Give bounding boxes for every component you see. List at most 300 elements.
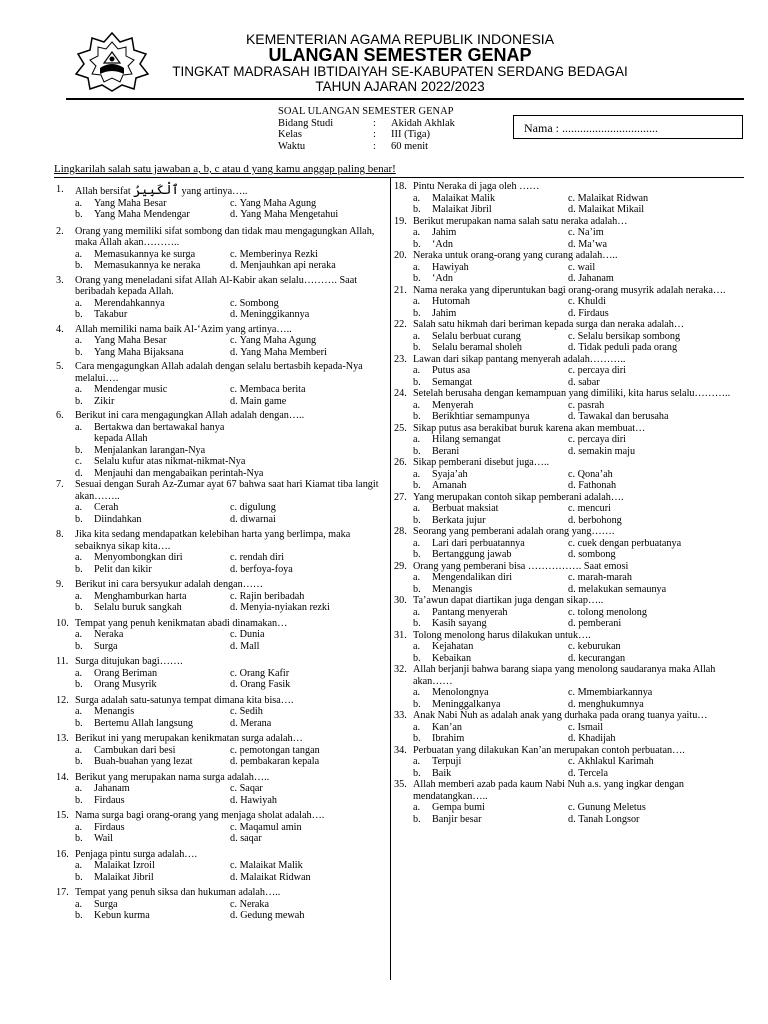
question-block — [394, 745, 744, 780]
option-c[interactable]: c. Qona’ah — [568, 468, 613, 480]
option-text: Meninggalkanya — [432, 698, 501, 710]
option-c[interactable]: c. marah-marah — [568, 572, 632, 583]
option-a[interactable]: a. Hilang semangat — [413, 434, 501, 445]
option-text: Selalu berbuat curang — [432, 330, 521, 342]
answer-options — [56, 591, 388, 614]
option-c[interactable]: c. Yang Maha Agung — [230, 335, 317, 346]
answer-options — [394, 538, 744, 561]
question — [56, 479, 388, 502]
option-a[interactable]: a. Merendahkannya — [75, 297, 165, 309]
option-b[interactable]: b. ‘Adn — [413, 273, 453, 284]
option-d[interactable]: d. Meninggikannya — [230, 309, 310, 320]
option-d[interactable]: d. Tanah Longsor — [568, 813, 640, 825]
option-text: Wail — [94, 833, 113, 844]
option-b[interactable]: b. Bertemu Allah langsung — [75, 717, 194, 729]
option-c[interactable]: c. Memberinya Rezki — [230, 248, 318, 260]
option-b[interactable]: b. Orang Musyrik — [75, 679, 157, 690]
option-a[interactable]: a. Bertakwa dan bertawakal hanya kepada Allah — [75, 421, 225, 444]
question-text: Jika kita sedang mendapatkan kelebihan harta yang berlimpa, maka sebaiknya sikap kita…. — [75, 529, 351, 552]
option-c[interactable]: c. tolong menolong — [568, 606, 647, 618]
question-text: Orang yang memiliki sifat sombong dan tidak mau mengagungkan Allah, maka Allah akan……….. — [75, 225, 375, 248]
option-text: Mengendalikan diri — [432, 572, 513, 583]
option-b[interactable]: b. Yang Maha Mendengar — [75, 209, 190, 220]
option-text: Bertemu Allah langsung — [94, 717, 194, 729]
option-b[interactable]: b. ‘Adn — [413, 238, 453, 250]
option-a[interactable]: a. Menolongnya — [413, 687, 489, 698]
ministry-emblem-icon — [68, 30, 156, 92]
option-c[interactable]: c. Akhlakul Karimah — [568, 756, 654, 767]
option-b[interactable]: b. Amanah — [413, 480, 467, 491]
option-a[interactable]: a. Terpuji — [413, 756, 462, 767]
option-b[interactable]: b. Berikhtiar semampunya — [413, 411, 530, 422]
answer-options — [56, 783, 388, 806]
option-b[interactable]: b. Menjalankan larangan-Nya — [75, 444, 206, 456]
option-a[interactable]: a. Yang Maha Besar — [75, 197, 167, 209]
option-b[interactable]: b. Banjir besar — [413, 813, 482, 825]
option-d[interactable]: d. Yang Maha Memberi — [230, 346, 327, 358]
option-c[interactable]: c. Khuldi — [568, 296, 606, 307]
option-text: berbohong — [578, 514, 622, 526]
answer-options — [394, 503, 744, 526]
option-c[interactable]: c. Ismail — [568, 721, 604, 733]
option-text: Jahanam — [94, 783, 130, 794]
question-number: 26. — [394, 457, 407, 468]
option-text: Yang Maha Memberi — [240, 346, 327, 358]
question-text: Allah memberi azab pada kaum Nabi Nuh a.s. yang ingkar dengan mendatangkan….. — [413, 779, 685, 802]
option-d[interactable]: d. Tercela — [568, 767, 609, 779]
option-a[interactable]: a. Cerah — [75, 502, 119, 513]
option-text: Memberinya Rezki — [239, 248, 318, 260]
option-text: Amanah — [432, 480, 467, 491]
option-text: Hawiyah — [240, 794, 277, 806]
option-c[interactable]: c. Dunia — [230, 629, 265, 640]
option-b[interactable]: b. Kebun kurma — [75, 910, 150, 921]
option-text: Semangat — [432, 376, 473, 388]
meta-row: Bidang Studi : Akidah Akhlak — [278, 117, 455, 129]
option-text: mencuri — [577, 503, 612, 514]
option-a[interactable]: a. Jahanam — [75, 783, 130, 794]
question-number: 15. — [56, 810, 69, 821]
option-a[interactable]: a. Kan’an — [413, 721, 462, 733]
option-text: Orang Kafir — [239, 667, 290, 679]
option-text: Menyombongkan diri — [94, 552, 183, 563]
option-text: Berbuat maksiat — [432, 503, 499, 514]
option-text: Orang Musyrik — [94, 679, 157, 690]
option-d[interactable]: d. pemberani — [568, 618, 622, 629]
option-text: Neraka — [94, 629, 124, 640]
answer-options — [56, 860, 388, 883]
question-block — [56, 324, 388, 359]
option-d[interactable]: d. Firdaus — [568, 307, 609, 319]
option-d[interactable]: d. sabar — [568, 376, 600, 388]
answer-options — [394, 802, 744, 825]
option-c[interactable]: c. rendah diri — [230, 552, 285, 563]
option-c[interactable]: c. Malaikat Ridwan — [568, 192, 649, 204]
option-a[interactable]: a. Selalu berbuat curang — [413, 330, 521, 342]
option-b[interactable]: b. Kasih sayang — [413, 618, 487, 629]
question-block — [394, 216, 744, 251]
option-a[interactable]: a. Mengendalikan diri — [413, 572, 513, 583]
option-text: menghukumnya — [578, 698, 644, 710]
option-text: Lari dari perbuatannya — [432, 537, 525, 549]
option-c[interactable]: c. pasrah — [568, 399, 605, 411]
question — [394, 630, 744, 642]
option-c[interactable]: c. Saqar — [230, 783, 263, 794]
option-a[interactable]: a. Menyombongkan diri — [75, 552, 183, 563]
option-a[interactable]: a. Memasukannya ke surga — [75, 248, 196, 260]
option-text: sabar — [578, 376, 600, 388]
answer-options — [56, 298, 388, 321]
option-a[interactable]: a. Surga — [75, 898, 118, 910]
option-text: Merendahkannya — [94, 297, 165, 309]
option-a[interactable]: a. Cambukan dari besi — [75, 744, 176, 756]
option-a[interactable]: a. Kejahatan — [413, 641, 474, 652]
option-text: Orang Fasik — [240, 679, 291, 690]
option-text: Gedung mewah — [240, 910, 305, 921]
option-d[interactable]: d. Hawiyah — [230, 794, 277, 806]
option-c[interactable]: c. Gunung Meletus — [568, 802, 646, 813]
option-b[interactable]: b. Meninggalkanya — [413, 698, 501, 710]
school-year: TAHUN AJARAN 2022/2023 — [315, 79, 485, 94]
question-number: 10. — [56, 617, 69, 629]
name-field[interactable]: Nama : ................................ — [513, 115, 743, 139]
option-c[interactable]: c. cuek dengan perbuatanya — [568, 537, 682, 549]
option-b[interactable]: b. Memasukannya ke neraka — [75, 260, 201, 271]
option-a[interactable]: a. Firdaus — [75, 821, 125, 833]
option-a[interactable]: a. Gempa bumi — [413, 802, 485, 813]
question — [56, 656, 388, 668]
option-d[interactable]: d. Tidak peduli pada orang — [568, 342, 678, 353]
option-a[interactable]: a. Pantang menyerah — [413, 606, 508, 618]
option-text: Hawiyah — [432, 261, 469, 273]
option-text: Mendengar music — [94, 384, 168, 395]
answer-options — [394, 193, 744, 216]
question-number: 3. — [56, 274, 64, 286]
question: 1. Allah bersifat ٱلْكَبِيرُ yang artinya….. — [56, 182, 248, 197]
question-block — [56, 772, 388, 807]
question — [56, 695, 388, 707]
option-c[interactable]: c. Neraka — [230, 898, 270, 910]
option-text: Malaikat Mikail — [578, 204, 645, 215]
option-text: Zikir — [94, 395, 115, 407]
option-text: Berani — [432, 445, 460, 457]
option-d[interactable]: d. melakukan semaunya — [568, 583, 667, 595]
option-text: pasrah — [577, 399, 605, 411]
option-d[interactable]: d. Menjauhi dan mengabaikan perintah-Nya — [75, 467, 264, 479]
option-c[interactable]: c. Orang Kafir — [230, 667, 290, 679]
option-b[interactable]: b. Takabur — [75, 309, 128, 320]
answer-options — [394, 227, 744, 250]
question-block — [394, 319, 744, 354]
option-b[interactable]: b. Ibrahim — [413, 733, 465, 744]
option-b[interactable]: b. Baik — [413, 767, 452, 779]
option-a[interactable]: a. Malaikat Izroil — [75, 860, 155, 871]
question-text: Salah satu hikmah dari beriman kepada surga dan neraka adalah… — [413, 319, 685, 330]
question-number: 30. — [394, 595, 407, 606]
question-number: 23. — [394, 353, 407, 365]
question-number: 25. — [394, 422, 407, 434]
option-c[interactable]: c. Membaca berita — [230, 384, 306, 395]
option-c[interactable]: c. Na’im — [568, 227, 604, 238]
option-b[interactable]: b. Buah-buahan yang lezat — [75, 756, 193, 767]
question-block — [56, 226, 388, 272]
option-text: Menangis — [94, 706, 135, 717]
question-number: 31. — [394, 629, 407, 641]
option-a[interactable]: a. Neraka — [75, 629, 124, 640]
answer-options — [394, 641, 744, 664]
option-d[interactable]: d. Gedung mewah — [230, 910, 305, 921]
option-d[interactable]: d. Jahanam — [568, 273, 614, 284]
question-text: Berikut merupakan nama salah satu neraka adalah… — [413, 215, 628, 227]
question — [394, 250, 744, 262]
option-c[interactable]: c. digulung — [230, 502, 276, 513]
option-b[interactable]: b. Menangis — [413, 583, 473, 595]
option-c[interactable]: c. mencuri — [568, 503, 612, 514]
option-b[interactable]: b. Surga — [75, 640, 118, 652]
question-text: Setelah berusaha dengan kemampuan yang dimiliki, kita harus selalu……….. — [413, 388, 731, 399]
option-d[interactable]: d. Fathonah — [568, 480, 617, 491]
answer-options — [394, 400, 744, 423]
option-text: melakukan semaunya — [578, 583, 667, 595]
option-c[interactable]: c. Malaikat Malik — [230, 860, 303, 871]
option-c[interactable]: c. Selalu bersikap sombong — [568, 330, 681, 342]
question-text: Ta’awun dapat diartikan juga dengan sikap….. — [413, 595, 604, 606]
option-text: Firdaus — [94, 821, 125, 833]
option-text: Mall — [240, 640, 260, 652]
option-d[interactable]: d. Main game — [230, 395, 287, 407]
option-a[interactable]: a. Orang Beriman — [75, 667, 158, 679]
option-text: Tanah Longsor — [578, 813, 640, 825]
option-c[interactable]: c. wail — [568, 261, 596, 273]
option-text: Menjauhkan api neraka — [240, 260, 336, 271]
answer-options — [56, 422, 388, 480]
option-d[interactable]: d. Malaikat Mikail — [568, 204, 645, 215]
option-text: Berkata jujur — [432, 514, 486, 526]
question — [56, 887, 388, 899]
column-divider — [390, 177, 391, 980]
answer-options — [56, 668, 388, 691]
option-text: Hilang semangat — [432, 434, 501, 445]
option-b[interactable]: b. Kebaikan — [413, 652, 472, 664]
question-text: Pintu Neraka di jaga oleh …… — [413, 181, 540, 192]
question-text: Yang merupakan contoh sikap pemberani adalah…. — [413, 491, 624, 503]
option-a[interactable]: a. Menyerah — [413, 399, 474, 411]
option-text: ‘Adn — [432, 238, 453, 250]
option-c[interactable]: c. Maqamul amin — [230, 821, 302, 833]
option-text: Cerah — [94, 502, 119, 513]
option-c[interactable]: c. percaya diri — [568, 434, 626, 445]
question — [394, 423, 744, 435]
option-b[interactable]: b. Malaikat Jibril — [413, 204, 492, 215]
option-a[interactable]: a. Putus asa — [413, 365, 471, 376]
option-c[interactable]: c. Rajin beribadah — [230, 590, 305, 602]
question-block — [56, 810, 388, 845]
arabic-term: ٱلْكَبِيرُ — [133, 182, 179, 197]
instruction: Lingkarilah salah satu jawaban a, b, c atau d yang kamu anggap paling benar! — [54, 163, 396, 175]
option-text: Hutomah — [432, 296, 470, 307]
question: 6. Berikut ini cara mengagungkan Allah adalah dengan….. — [56, 410, 305, 421]
exam-meta — [278, 106, 455, 152]
question-block — [56, 887, 388, 922]
option-text: Menangis — [432, 583, 473, 595]
option-text: Fathonah — [578, 480, 617, 491]
question-block — [394, 181, 744, 216]
option-d[interactable]: d. Ma’wa — [568, 238, 608, 250]
option-b[interactable]: b. Firdaus — [75, 794, 125, 806]
option-text: Putus asa — [432, 365, 471, 376]
option-a[interactable]: a. Hawiyah — [413, 261, 469, 273]
question-text: Allah berjanji bahwa barang siapa yang menolong saudaranya maka Allah akan…… — [413, 664, 716, 687]
option-c[interactable]: c. pemotongan tangan — [230, 744, 320, 756]
option-a[interactable]: a. Menangis — [75, 706, 135, 717]
option-text: marah-marah — [577, 572, 632, 583]
option-b[interactable]: b. Wail — [75, 833, 113, 844]
question — [394, 492, 744, 504]
option-b[interactable]: b. Bertanggung jawab — [413, 549, 512, 560]
question-number: 34. — [394, 744, 407, 756]
question — [394, 745, 744, 757]
option-text: Takabur — [94, 309, 128, 320]
option-d[interactable]: d. berfoya-foya — [230, 563, 293, 575]
answer-options — [394, 262, 744, 285]
option-b[interactable]: b. Jahim — [413, 307, 457, 319]
question-number: 24. — [394, 388, 407, 399]
option-a[interactable]: a. Hutomah — [413, 296, 470, 307]
question — [56, 772, 388, 784]
option-text: Malaikat Jibril — [432, 204, 492, 215]
option-text: Gunung Meletus — [577, 802, 646, 813]
question-text: Nama surga bagi orang-orang yang menjaga sholat adalah…. — [75, 810, 325, 821]
answer-options — [56, 822, 388, 845]
option-c[interactable]: c. Mmembiarkannya — [568, 687, 653, 698]
option-b[interactable]: b. Pelit dan kikir — [75, 563, 152, 575]
option-b[interactable]: b. Berkata jujur — [413, 514, 486, 526]
answer-options — [394, 607, 744, 630]
option-text: Merana — [240, 717, 272, 729]
question-block — [394, 664, 744, 710]
answer-options — [394, 722, 744, 745]
question-block — [394, 492, 744, 527]
option-a[interactable]: a. Jahim — [413, 227, 457, 238]
option-text: Kan’an — [432, 721, 462, 733]
question-block — [394, 423, 744, 458]
option-text: Sombong — [239, 297, 279, 309]
option-d[interactable]: d. Tawakal dan berusaha — [568, 411, 669, 422]
option-a[interactable]: a. Yang Maha Besar — [75, 335, 167, 346]
option-d[interactable]: d. Khadijah — [568, 733, 616, 744]
option-b[interactable]: b. Malaikat Jibril — [75, 871, 154, 883]
option-text: Mmembiarkannya — [577, 687, 653, 698]
option-d[interactable]: d. Menyia-nyiakan rezki — [230, 602, 330, 613]
answer-options — [56, 384, 388, 407]
question — [394, 216, 744, 228]
option-b[interactable]: b. Selalu beramal sholeh — [413, 342, 522, 353]
question-block — [394, 354, 744, 389]
option-text: Malaikat Ridwan — [240, 871, 311, 883]
answer-options — [394, 687, 744, 710]
answer-options — [394, 296, 744, 319]
question-number: 8. — [56, 529, 64, 540]
option-d[interactable]: d. Menjauhkan api neraka — [230, 260, 336, 271]
option-a[interactable]: a. Lari dari perbuatannya — [413, 537, 525, 549]
option-text: Menyerah — [432, 399, 474, 411]
option-text: sombong — [578, 549, 616, 560]
option-d[interactable]: d. semakin maju — [568, 445, 636, 457]
option-b[interactable]: b. Semangat — [413, 376, 473, 388]
option-a[interactable]: a. Syaja’ah — [413, 468, 468, 480]
question-number: 21. — [394, 284, 407, 296]
question-block — [394, 250, 744, 285]
option-d[interactable]: d. Yang Maha Mengetahui — [230, 209, 339, 220]
question-block — [394, 285, 744, 320]
option-text: Meninggikannya — [240, 309, 310, 320]
option-d[interactable]: d. diwarnai — [230, 513, 276, 525]
question-number: 17. — [56, 887, 69, 898]
question — [394, 595, 744, 607]
option-text: Dunia — [239, 629, 265, 640]
question-block — [56, 579, 388, 614]
option-d[interactable]: d. pembakaran kepala — [230, 756, 320, 767]
option-text: ‘Adn — [432, 273, 453, 284]
option-c[interactable]: c. Sedih — [230, 706, 263, 717]
question-number: 22. — [394, 319, 407, 330]
option-d[interactable]: d. berbohong — [568, 514, 622, 526]
option-text: pemotongan tangan — [239, 744, 320, 756]
option-c[interactable]: c. Yang Maha Agung — [230, 197, 317, 209]
option-a[interactable]: a. Mendengar music — [75, 384, 168, 395]
option-text: pemberani — [578, 618, 622, 629]
option-d[interactable]: d. saqar — [230, 833, 262, 844]
option-text: Yang Maha Bijaksana — [94, 346, 184, 358]
question-number: 32. — [394, 664, 407, 675]
option-a[interactable]: a. Malaikat Malik — [413, 192, 496, 204]
option-b[interactable]: b. Zikir — [75, 395, 115, 407]
option-d[interactable]: d. Mall — [230, 640, 260, 652]
question — [394, 319, 744, 331]
option-b[interactable]: b. Selalu buruk sangkah — [75, 602, 182, 613]
option-d[interactable]: d. menghukumnya — [568, 698, 644, 710]
option-text: percaya diri — [577, 434, 626, 445]
option-c[interactable]: c. Sombong — [230, 297, 279, 309]
option-b[interactable]: b. Berani — [413, 445, 460, 457]
option-text: Diindahkan — [94, 513, 142, 525]
option-b[interactable]: b. Diindahkan — [75, 513, 142, 525]
question — [394, 779, 744, 802]
option-c[interactable]: c. percaya diri — [568, 365, 626, 376]
option-text: Khadijah — [578, 733, 616, 744]
question-block — [56, 529, 388, 575]
option-d[interactable]: d. Malaikat Ridwan — [230, 871, 311, 883]
option-a[interactable]: a. Berbuat maksiat — [413, 503, 499, 514]
option-text: Orang Beriman — [94, 667, 158, 679]
question-block — [56, 733, 388, 768]
option-c[interactable]: c. Selalu kufur atas nikmat-nikmat-Nya — [75, 456, 246, 467]
option-text: tolong menolong — [577, 606, 647, 618]
option-c[interactable]: c. keburukan — [568, 641, 621, 652]
option-text: Khuldi — [577, 296, 606, 307]
option-a[interactable]: a. Menghamburkan harta — [75, 590, 187, 602]
answer-options — [56, 629, 388, 652]
option-d[interactable]: d. sombong — [568, 549, 616, 560]
option-d[interactable]: d. Orang Fasik — [230, 679, 291, 690]
option-b[interactable]: b. Yang Maha Bijaksana — [75, 346, 184, 358]
option-d[interactable]: d. Merana — [230, 717, 272, 729]
question-block — [56, 361, 388, 407]
question-block — [394, 779, 744, 825]
option-d[interactable]: d. kecurangan — [568, 652, 626, 664]
exam-level: TINGKAT MADRASAH IBTIDAIYAH SE-KABUPATEN SERDANG BEDAGAI — [172, 64, 628, 79]
question — [394, 526, 744, 538]
